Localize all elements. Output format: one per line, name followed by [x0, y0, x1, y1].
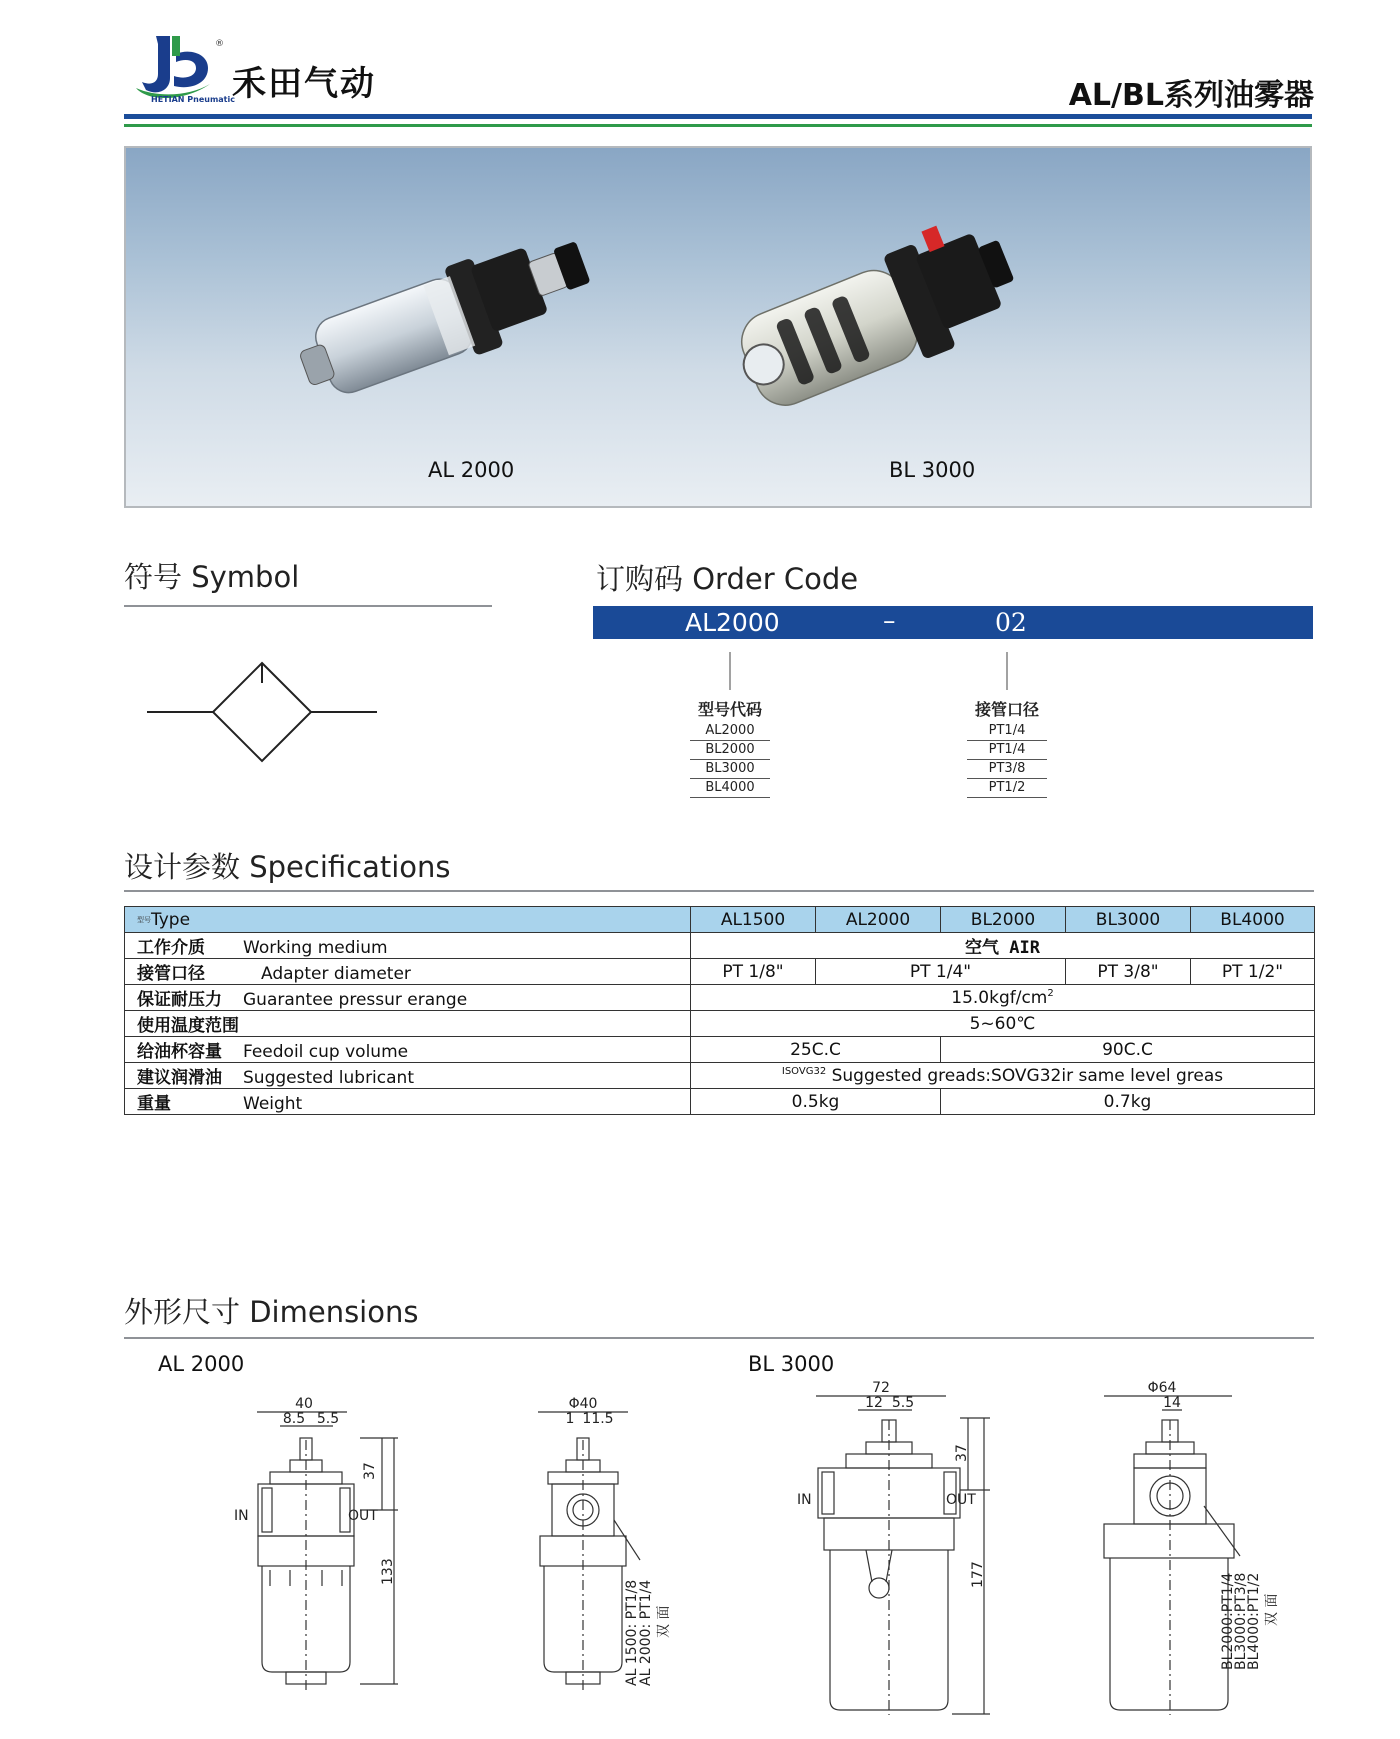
order-col-port-list: [967, 722, 1047, 798]
row-label-cn: 工作介质: [137, 938, 205, 958]
adapter-value-bl4000: PT 1/2": [1191, 959, 1315, 985]
row-label: [125, 1011, 691, 1037]
brand-name-en: HETIAN Pneumatic: [151, 95, 235, 104]
order-code-dash: –: [883, 606, 896, 635]
bl-side-note-1: BL2000:PT1/4: [1220, 1572, 1236, 1670]
model-header-al1500: AL1500: [691, 907, 816, 933]
pressure-value: [691, 985, 1315, 1011]
al-front-height-total: 133: [380, 1558, 396, 1585]
list-item: PT3/8: [967, 760, 1047, 779]
weight-value-bl: 0.7kg: [941, 1089, 1315, 1115]
lubricant-text: Suggested greads:SOVG32ir same level greas: [831, 1065, 1224, 1086]
bl-front-width: 72: [872, 1380, 890, 1396]
al-side-dim-b: 11.5: [582, 1411, 614, 1427]
bl-front-height-total: 177: [970, 1561, 986, 1588]
model-header-bl3000: BL3000: [1066, 907, 1191, 933]
cup-value-al: 25C.C: [691, 1037, 941, 1063]
al-front-width: 40: [295, 1396, 313, 1412]
bl-side-note-2: BL3000:PT3/8: [1233, 1572, 1249, 1670]
dimensions-title: 外形尺寸 Dimensions: [124, 1295, 419, 1329]
registered-mark: ®: [215, 39, 224, 49]
order-code-bar: [593, 606, 1313, 639]
table-header-row: [125, 907, 1315, 933]
row-label: [125, 959, 691, 985]
bl-front-out-label: OUT: [946, 1492, 976, 1508]
header-rule-green: [124, 124, 1312, 127]
row-label: [125, 1063, 691, 1089]
order-code-leader-lines: [593, 650, 1313, 700]
type-label: Type: [151, 909, 191, 930]
bl3000-front-drawing: [816, 1396, 990, 1715]
specifications-title: 设计参数 Specifications: [124, 850, 451, 884]
weight-value-al: 0.5kg: [691, 1089, 941, 1115]
table-row: [125, 1037, 1315, 1063]
list-item: AL2000: [690, 722, 770, 741]
symbol-title: 符号 Symbol: [124, 560, 300, 594]
row-label-cn: 使用温度范围: [137, 1016, 239, 1036]
dimensions-label-al2000: AL 2000: [158, 1352, 245, 1376]
specifications-rule: [124, 890, 1314, 892]
dimensions-label-bl3000: BL 3000: [748, 1352, 835, 1376]
row-label-en: Suggested lubricant: [243, 1068, 414, 1088]
product-caption-al2000: AL 2000: [428, 458, 515, 482]
bl-side-note-4: 双 面: [1264, 1593, 1280, 1626]
al2000-product-image: [286, 208, 616, 408]
table-row: [125, 959, 1315, 985]
table-row: [125, 1089, 1315, 1115]
row-label-cn: 保证耐压力: [137, 990, 222, 1010]
al-front-out-label: OUT: [348, 1508, 378, 1524]
model-header-bl2000: BL2000: [941, 907, 1066, 933]
lubricant-prefix: ISOVG32: [781, 1065, 827, 1077]
brand-logo: [128, 28, 218, 103]
order-code-title: 订购码 Order Code: [596, 562, 859, 596]
row-label-cn: 重量: [137, 1094, 171, 1114]
al-side-note-3: 双 面: [656, 1605, 672, 1638]
bl-side-diameter: Φ64: [1147, 1380, 1177, 1396]
table-row: [125, 1011, 1315, 1037]
row-label: [125, 1089, 691, 1115]
pressure-value-text: 15.0kgf/cm: [951, 987, 1048, 1008]
list-item: PT1/2: [967, 779, 1047, 798]
bl3000-product-image: [706, 188, 1036, 408]
adapter-value-al1500: PT 1/8": [691, 959, 816, 985]
row-label: [125, 933, 691, 959]
row-label-en: Adapter diameter: [261, 964, 411, 984]
table-row: [125, 985, 1315, 1011]
order-code-port: 02: [995, 608, 1027, 637]
row-label-en: Guarantee pressur erange: [243, 990, 468, 1010]
adapter-value-al2000-bl2000: PT 1/4": [816, 959, 1066, 985]
type-label-small: 型号: [137, 915, 151, 924]
series-title: AL/BL系列油雾器: [1068, 78, 1314, 113]
adapter-value-bl3000: PT 3/8": [1066, 959, 1191, 985]
row-label-en: Weight: [243, 1094, 303, 1114]
al-side-note-2: AL 2000: PT1/4: [638, 1579, 654, 1686]
model-header-bl4000: BL4000: [1191, 907, 1315, 933]
cup-value-bl: 90C.C: [941, 1037, 1315, 1063]
dimensions-rule: [124, 1337, 1314, 1339]
brand-name-cn: 禾田气动: [232, 64, 376, 104]
product-caption-bl3000: BL 3000: [889, 458, 976, 482]
lubricator-symbol-diagram: [145, 655, 380, 770]
order-col-model-heading: 型号代码: [697, 700, 762, 719]
row-label-cn: 接管口径: [137, 964, 205, 984]
bl-side-note-3: BL4000:PT1/2: [1246, 1572, 1262, 1670]
header-rule-blue: [124, 114, 1312, 119]
al-side-dim-a: 1: [565, 1411, 575, 1427]
order-code-model: AL2000: [685, 608, 780, 637]
al-side-note-1: AL 1500: PT1/8: [624, 1579, 640, 1686]
list-item: BL2000: [690, 741, 770, 760]
model-header-al2000: AL2000: [816, 907, 941, 933]
product-photo-panel: [124, 146, 1312, 508]
bl-front-dim-b: 5.5: [891, 1395, 915, 1411]
row-label: [125, 1037, 691, 1063]
bl-front-dim-a: 12: [865, 1395, 883, 1411]
table-row: [125, 933, 1315, 959]
al-front-in-label: IN: [234, 1508, 249, 1524]
bl-front-height-top: 37: [954, 1444, 970, 1462]
row-label-cn: 给油杯容量: [137, 1042, 222, 1062]
temperature-value: 5~60℃: [691, 1011, 1315, 1037]
medium-value: 空气 AIR: [691, 933, 1315, 959]
table-row: [125, 1063, 1315, 1089]
bl-front-in-label: IN: [797, 1492, 812, 1508]
symbol-rule: [124, 605, 492, 607]
row-label: [125, 985, 691, 1011]
row-label-en: Working medium: [243, 938, 388, 958]
row-label-cn: 建议润滑油: [137, 1068, 222, 1088]
dimension-drawings: [0, 1370, 1400, 1730]
lubricant-value: [691, 1063, 1315, 1089]
al-side-diameter: Φ40: [568, 1396, 598, 1412]
row-label-en: Feedoil cup volume: [243, 1042, 409, 1062]
al2000-front-drawing: [257, 1412, 398, 1690]
list-item: PT1/4: [967, 722, 1047, 741]
order-col-port-heading: 接管口径: [974, 700, 1039, 719]
specifications-table: [124, 906, 1315, 1115]
al-front-dim-a: 8.5: [282, 1411, 306, 1427]
al-front-dim-b: 5.5: [316, 1411, 340, 1427]
list-item: BL4000: [690, 779, 770, 798]
order-col-model-list: [690, 722, 770, 798]
bl-side-dim-a: 14: [1163, 1395, 1181, 1411]
list-item: PT1/4: [967, 741, 1047, 760]
list-item: BL3000: [690, 760, 770, 779]
pressure-unit-superscript: 2: [1047, 987, 1054, 999]
al-front-height-top: 37: [362, 1462, 378, 1480]
type-header-cell: [125, 907, 691, 933]
